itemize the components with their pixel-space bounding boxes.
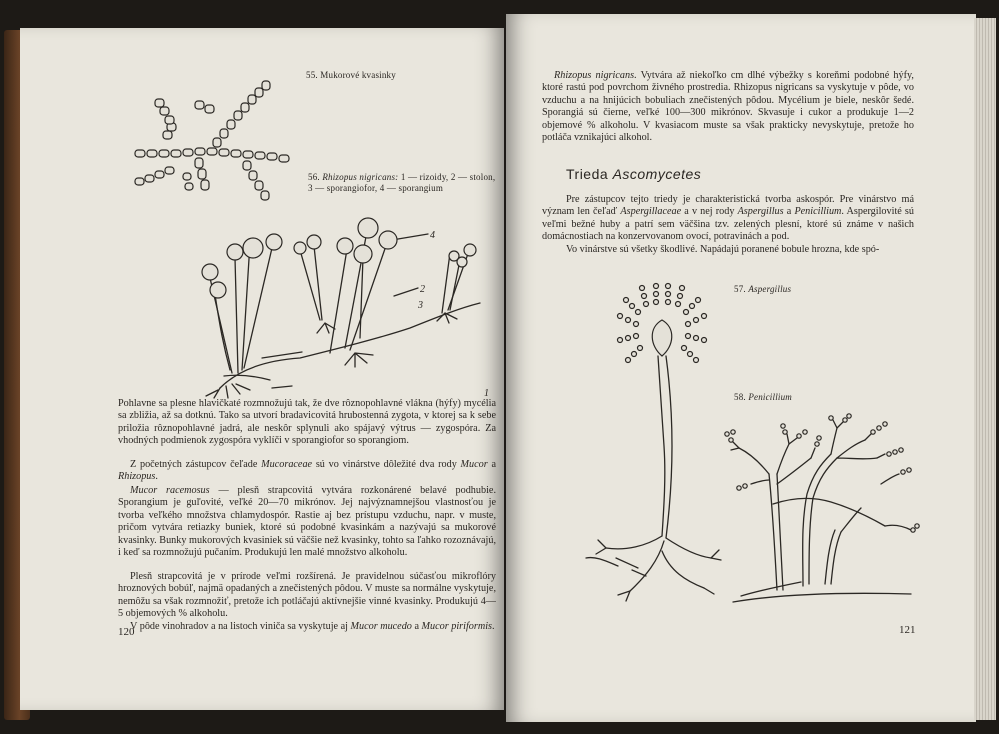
page-block-edges xyxy=(974,18,996,720)
figure-57-aspergillus xyxy=(566,276,726,606)
left-paragraph-5: V pôde vinohradov a na listoch viniča sa vyskytuje aj Mucor mucedo a Mucor piriformis. xyxy=(130,621,495,632)
figure-55-mucor-yeasts xyxy=(125,83,305,213)
section-heading: Trieda Ascomycetes xyxy=(566,166,702,182)
left-page xyxy=(20,28,504,710)
left-paragraph-2: Z početných zástupcov čeľade Mucoraceae sú vo vinárstve dôležité dva rody Mucor a Rhizopus. xyxy=(118,459,496,483)
figure-56-label-2: 2 xyxy=(420,284,425,295)
figure-56-rhizopus xyxy=(180,198,500,398)
right-paragraph-2: Pre zástupcov tejto triedy je charakteristická tvorba askospór. Pre vinárstvo má význam len čeľaď Aspergillaceae a v nej rody Aspergillus a Penicillium. Aspergilovité sú veľmi bežné huby a patrí sem väčšina tzv. zelených plesní, ktoré sú známe v našich domácnostiach na konzervovanom ovocí, potravinách a pod. xyxy=(542,194,914,243)
figure-56-caption: 56. Rhizopus nigricans: 1 — rizoidy, 2 — stolon, 3 — sporangiofor, 4 — sporangium xyxy=(308,172,496,193)
figure-56-label-3: 3 xyxy=(418,300,423,311)
right-page xyxy=(506,14,976,722)
right-paragraph-3: Vo vinárstve sú všetky škodlivé. Napádajú poranené bobule hrozna, kde spó- xyxy=(566,244,880,255)
page-number-left: 120 xyxy=(118,626,135,638)
left-paragraph-1: Pohlavne sa plesne hlavičkaté rozmnožujú tak, že dve rôznopohlavné vlákna (hýfy) mycélia sa zbližia, až sa dotknú. Tako sa utvorí bradavicovitá hrubostenná zygota, v ktorej sa k sebe priložia rôznopohlavné jadrá, ale neskôr splynuli ako spájavý výtrus — zygospóra. Za vhodných podmienok zygospóra vyklíči v sporangiofor so sporangiom. xyxy=(118,398,496,447)
figure-58-caption: 58. Penicillium xyxy=(734,392,793,402)
figure-58-penicillium xyxy=(721,414,921,614)
figure-56-label-4: 4 xyxy=(430,230,435,241)
right-paragraph-1: Rhizopus nigricans. Vytvára až niekoľko cm dlhé výbežky s koreňmi podobné hýfy, ktoré rastú pod povrchom živného prostredia. Rhizopus nigricans sa vyskytuje v pôde, vo vzduchu a na hnijúcich bobuliach znečistených pôdou. Mycélium je biele, neskôr šedé. Sporangiá sú čierne, veľké 100—300 mikrónov. Skvasuje i cukor a produkuje 1—2 objemové % alkoholu. V kvasiacom muste sa však prakticky nevyskytuje, pretože ho potláča vznikajúci alkohol. xyxy=(542,70,914,144)
figure-55-caption: 55. Mukorové kvasinky xyxy=(306,70,396,80)
figure-56-label-1: 1 xyxy=(484,388,489,399)
left-paragraph-4: Plesň strapcovitá je v prírode veľmi rozšírená. Je pravidelnou súčasťou mikroflóry hroznových bobúľ, najmä opadaných a znečistených pôdou. V muste sa normálne vyskytuje, nemôžu sa však rozmnožiť, pretože ich potláčajú aktívnejšie vinné kvasinky. Produkujú 4—5 objemových % alkoholu. xyxy=(118,571,496,620)
left-paragraph-3: Mucor racemosus — plesň strapcovitá vytvára rozkonárené belavé podhubie. Sporangium je guľovité, veľké 20—70 mikrónov. Jej najvýznamnejšou vlastnosťou je tvorba veľkého množstva chlamydospór. Rastie aj bez prístupu vzduchu, napr. v muste, pričom vytvára retiazky buniek, ktoré sú podobné kvasinkám a nazývajú sa mukorové kvasinky. Bunky mukorových kvasiniek sú väčšie než kvasinky, tohto sa ľahko rozoznávajú, i keď sa rozmnožujú pučaním. Produkujú len malé množstvo alkoholu. xyxy=(118,485,496,559)
figure-57-caption: 57. Aspergillus xyxy=(734,284,792,294)
page-number-right: 121 xyxy=(899,624,916,636)
